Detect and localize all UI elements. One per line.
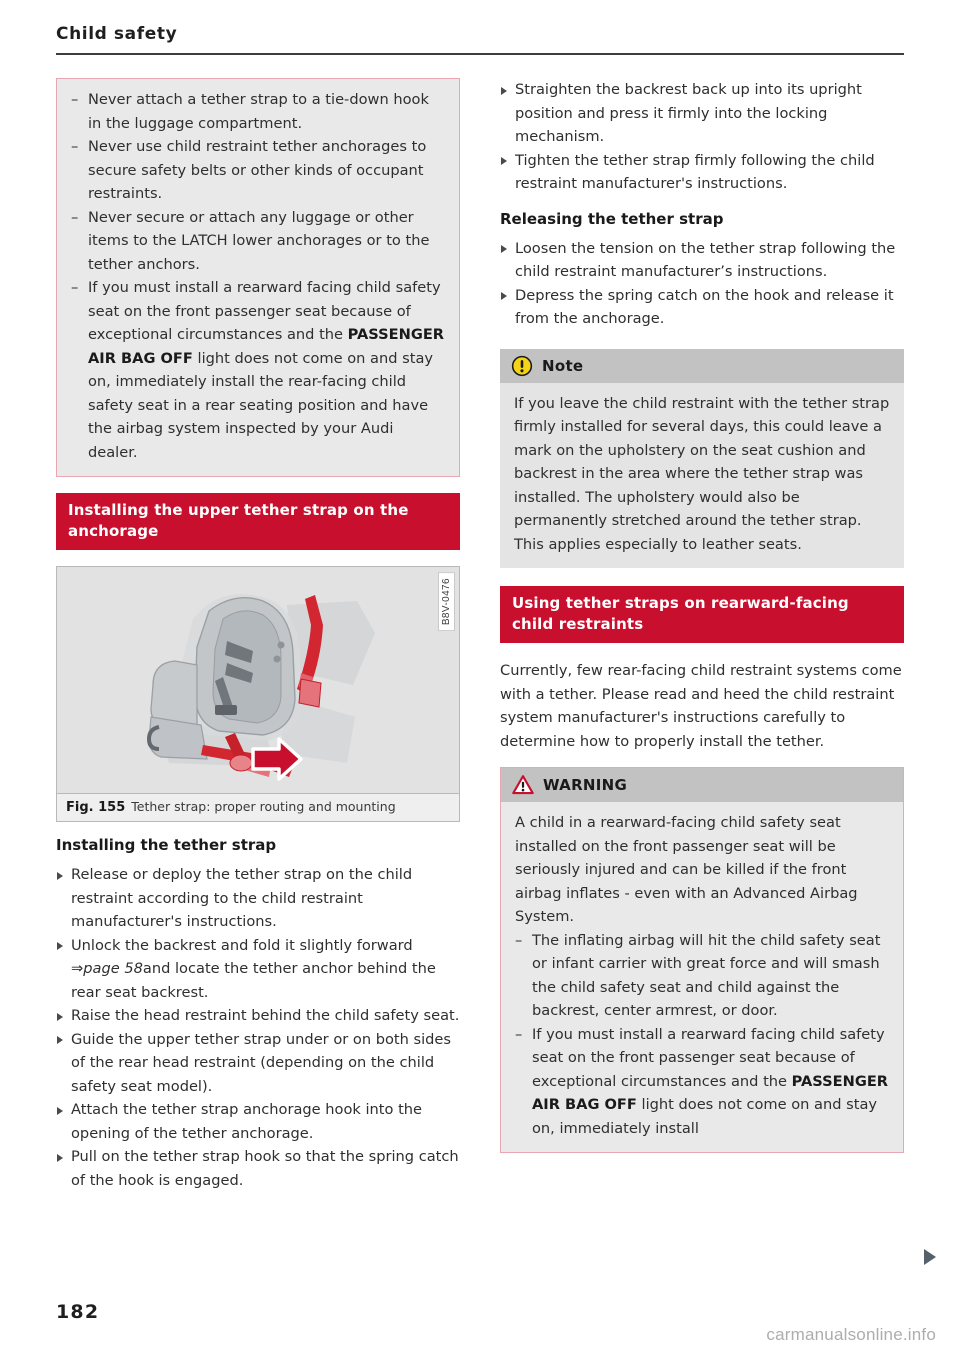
section-heading-using-tether-straps: Using tether straps on rearward-facing child restraints	[500, 586, 904, 643]
list-item: Tighten the tether strap firmly following the child restraint manufacturer's instructions.	[500, 149, 904, 196]
warning-continuation-box	[56, 78, 460, 477]
warning-box	[500, 767, 904, 1153]
releasing-steps-list	[500, 237, 904, 331]
list-item: Depress the spring catch on the hook and release it from the anchorage.	[500, 284, 904, 331]
cross-reference-link[interactable]: page 58	[83, 960, 143, 977]
figure-image	[57, 567, 459, 793]
continuation-arrow-icon	[924, 1249, 936, 1265]
warning-intro-text: A child in a rearward-facing child safety seat installed on the front passenger seat will be seriously injured and can be killed if the front airbag inflates - even with an Advanced Airbag System.	[515, 814, 858, 925]
note-box-header	[500, 349, 904, 383]
warning-box-header	[501, 768, 903, 802]
list-item: – The inflating airbag will hit the child safety seat or infant carrier with great force and will smash the child safety seat and child against the backrest, center armrest, or door.	[515, 929, 889, 1023]
left-column	[56, 78, 460, 1192]
warning-continuation-body	[57, 79, 459, 476]
right-column	[500, 78, 904, 1169]
chapter-title: Child safety	[56, 24, 178, 44]
installing-steps-list	[56, 863, 460, 1192]
figure-caption	[57, 793, 459, 821]
list-item: Pull on the tether strap hook so that the spring catch of the hook is engaged.	[56, 1145, 460, 1192]
list-item: Guide the upper tether strap under or on both sides of the rear head restraint (depending on the child safety seat model).	[56, 1028, 460, 1099]
passenger-airbag-off-label: PASSENGER AIR BAG OFF	[532, 1072, 889, 1113]
text-part-1: If you must install a rearward facing child safety seat on the front passenger seat because of exceptional circumstances and the	[88, 279, 441, 343]
note-box-text: If you leave the child restraint with the tether strap firmly installed for several days, this could leave a mark on the upholstery on the seat cushion and backrest in the area where the tether strap was installed. The upholstery would also be permanently stretched around the tether strap. This applies especially to leather seats.	[514, 394, 890, 553]
text-part-2: light does not come on and stay on, immediately install the rear-facing child safety seat in a rear seating position and have the airbag system inspected by your Audi dealer.	[88, 349, 434, 461]
warning-triangle-icon	[512, 774, 534, 796]
list-item: Release or deploy the tether strap on the child restraint according to the child restraint manufacturer's instructions.	[56, 863, 460, 934]
warning-continuation-list	[71, 88, 445, 464]
warning-box-body	[501, 802, 903, 1152]
text-part-2: light does not come on and stay on, immediately install	[532, 1096, 878, 1137]
note-box	[500, 349, 904, 569]
page-header	[56, 24, 904, 55]
warning-box-title: WARNING	[543, 776, 628, 794]
list-item: Attach the tether strap anchorage hook into the opening of the tether anchorage.	[56, 1098, 460, 1145]
step-text-tail: and locate the tether anchor behind the rear seat backrest.	[71, 960, 436, 1001]
list-item: Raise the head restraint behind the child safety seat.	[56, 1004, 460, 1028]
figure-number: Fig. 155	[66, 800, 126, 815]
note-box-body	[500, 383, 904, 569]
child-seat-illustration	[57, 567, 457, 793]
steps-continued-list	[500, 78, 904, 196]
figure-155	[56, 566, 460, 822]
warning-list	[515, 929, 889, 1141]
list-item: Loosen the tension on the tether strap following the child restraint manufacturer’s instructions.	[500, 237, 904, 284]
list-item: – Never use child restraint tether anchorages to secure safety belts or other kinds of occupant restraints.	[71, 135, 445, 206]
list-item: Straighten the backrest back up into its upright position and press it firmly into the locking mechanism.	[500, 78, 904, 149]
rearward-facing-paragraph: Currently, few rear-facing child restraint systems come with a tether. Please read and heed the child restraint system manufacturer's instructions carefully to determine how to properly install the tether.	[500, 662, 902, 750]
note-exclamation-icon	[511, 355, 533, 377]
note-box-title: Note	[542, 356, 584, 375]
step-text: Unlock the backrest and fold it slightly forward	[71, 936, 413, 954]
section-heading-installing-upper-tether: Installing the upper tether strap on the anchorage	[56, 493, 460, 550]
header-divider	[56, 53, 904, 55]
page-number: 182	[56, 1301, 100, 1323]
site-watermark: carmanualsonline.info	[766, 1325, 936, 1344]
subheading-releasing-tether-strap: Releasing the tether strap	[500, 209, 724, 228]
figure-caption-text: Tether strap: proper routing and mounting	[131, 799, 396, 814]
passenger-airbag-off-label: PASSENGER AIR BAG OFF	[88, 326, 445, 367]
list-item: – Never attach a tether strap to a tie-down hook in the luggage compartment.	[71, 88, 445, 135]
cross-reference-arrow-icon: ⇒	[71, 960, 84, 977]
text-part-1: If you must install a rearward facing child safety seat on the front passenger seat because of exceptional circumstances and the	[532, 1025, 885, 1090]
list-item: – Never secure or attach any luggage or other items to the LATCH lower anchorages or to the tether anchors.	[71, 206, 445, 277]
figure-code: B8V-0476	[438, 572, 455, 631]
list-item	[515, 1023, 889, 1141]
list-item	[71, 276, 445, 464]
subheading-installing-tether-strap: Installing the tether strap	[56, 836, 277, 854]
list-item	[56, 934, 460, 1005]
